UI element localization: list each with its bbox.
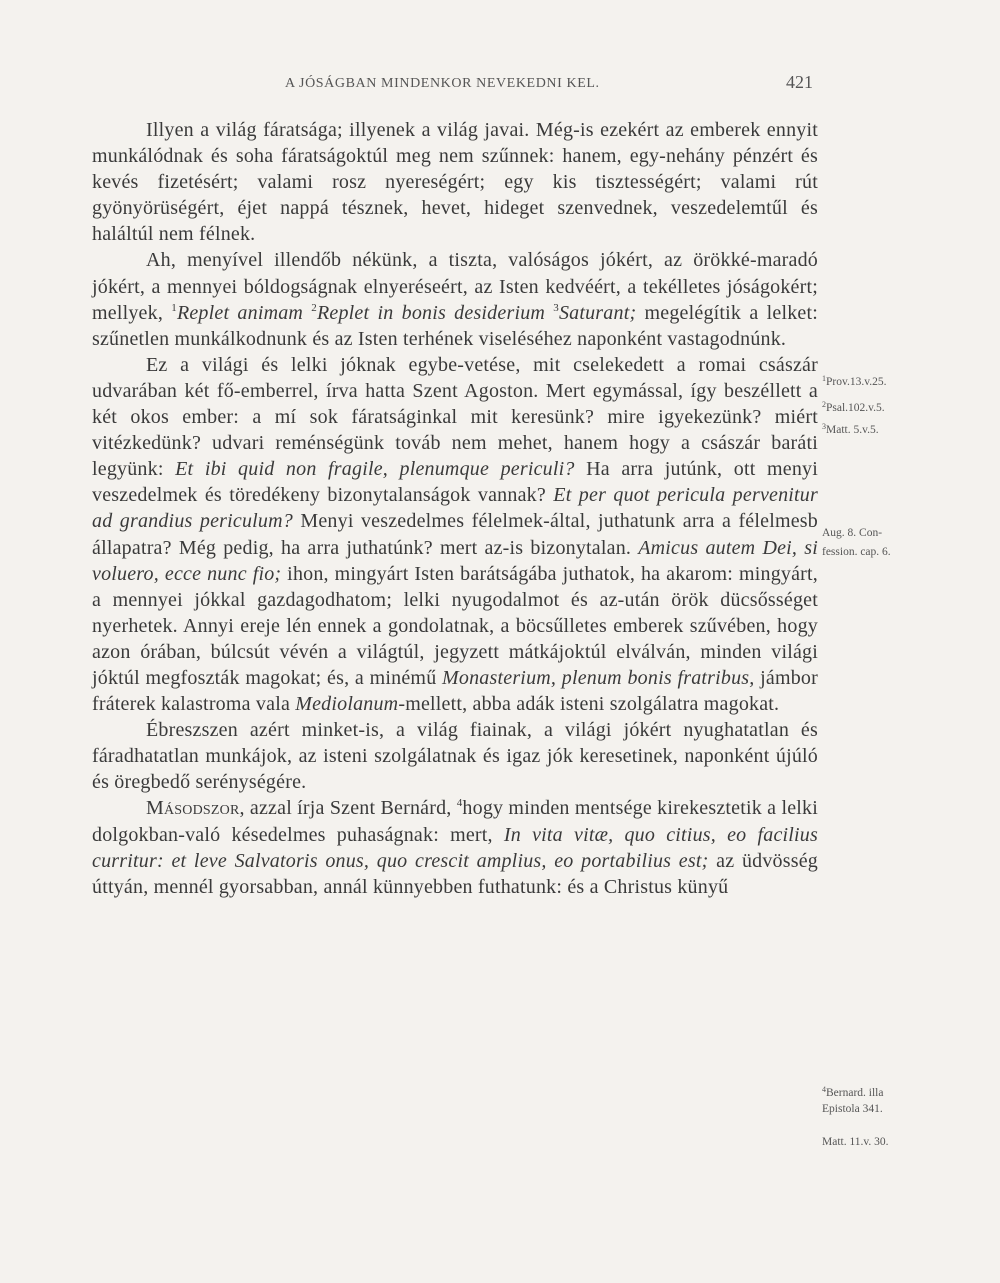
latin-quote: In vita vitæ, quo citius, eo facilius curritur: et leve Salvatoris onus, quo crescit amplius, eo portabilius est; <box>92 823 818 872</box>
note-text: Epistola 341. <box>822 1103 883 1115</box>
paragraph-text: Illyen a világ fáratsága; illyenek a világ javai. Még-is ezekért az emberek ennyit munkálódnak és soha fáratságoktúl meg nem szűnnek: hanem, egy-nehány pénzért és kevés fizetésért; valami rosz nyereségért; egy kis tisztességért; valami rút gyönyörüségért, éjet nappá tésznek, hevet, hideget szenvednek, veszedelemtűl és haláltúl nem félnek. <box>92 119 818 246</box>
text-run: ihon, mingyárt Isten barátságába juthatok, ha akarom: mingyárt, a mennyei jókkal gazdagodhatom; lelki nyugodalmot és az-után örök dücsősséget nyerhetek. Annyi ereje lén ennek a gondolatnak, a böcsűlletes emberek szűvében, hogy azon órában, búlcsút vévén a világtúl, jegyzett mátkájoktúl elválván, minden világi jóktúl megfoszták magokat; és, a minémű <box>92 562 818 689</box>
margin-note <box>822 1103 930 1116</box>
margin-note <box>822 527 930 540</box>
text-run: megelégítik a lelket: szűnetlen munkálkodnunk és az Isten terhének viseléséhez naponként vastagodnúnk. <box>92 301 818 350</box>
paragraph <box>92 717 818 795</box>
note-mark: 2 <box>822 400 826 409</box>
text-run: Ah, menyível illendőb nékünk, a tiszta, valóságos jókért, az örökké-maradó jókért, a mennyei bóldogságnak elnyeréseért, az Isten kedvéért, a tekélletes jóságokért; mellyek, <box>92 249 818 324</box>
margin-note <box>822 420 930 437</box>
text-run: az üdvösség úttyán, mennél gyorsabban, annál künnyebben futhatunk: és a Christus künyű <box>92 849 818 898</box>
footnote-mark: 1 <box>171 301 177 314</box>
paragraph <box>92 247 818 351</box>
latin-quote: Replet in bonis desiderium <box>316 301 546 324</box>
margin-note <box>822 398 930 415</box>
section-lead-word: Másodszor, <box>146 797 245 820</box>
paragraph <box>92 795 818 899</box>
note-mark: 4 <box>822 1085 826 1094</box>
latin-quote: Et per quot pericula pervenitur ad grandius periculum? <box>92 484 818 533</box>
note-text: Psal.102.v.5. <box>826 402 885 414</box>
margin-note <box>822 546 930 559</box>
note-text: Prov.13.v.25. <box>826 376 887 388</box>
note-mark: 1 <box>822 374 826 383</box>
paragraph-text: Ébreszszen azért minket-is, a világ fiainak, a világi jókért nyughatatlan és fáradhatatlan munkájok, az isteni szolgálatnak és igaz jók keresetinek, naponként újúló és öregbedő serénységére. <box>92 719 818 794</box>
text-run: hogy minden mentsége kirekesztetik a lelki dolgokban-való késedelmes puhaságnak: mert, <box>92 797 818 846</box>
latin-quote: Monasterium, plenum bonis fratribus, <box>442 666 755 689</box>
text-run: Menyi veszedelmes félelmek-által, juthatunk arra a félelmesb állapatra? Még pedig, ha arra juthatúnk? mert az-is bizonytalan. <box>92 510 818 559</box>
latin-quote: Et ibi quid non fragile, plenumque periculi? <box>175 458 575 481</box>
latin-quote: Saturant; <box>558 301 637 324</box>
latin-word: Mediolanum <box>295 693 399 716</box>
footnote-mark: 2 <box>311 301 317 314</box>
text-run: -mellett, abba adák isteni szolgálatra magokat. <box>398 693 780 716</box>
note-text: fession. cap. 6. <box>822 546 891 558</box>
text-run: azzal írja Szent Bernárd, <box>244 797 457 820</box>
page-number: 421 <box>786 72 813 92</box>
note-text: Matt. 11.v. 30. <box>822 1136 889 1148</box>
running-title: A JÓSÁGBAN MINDENKOR NEVEKEDNI KEL. <box>285 76 600 91</box>
note-text: Bernard. illa <box>826 1087 884 1099</box>
latin-quote: Amicus autem Dei, si voluero, ecce nunc fio; <box>92 536 818 585</box>
margin-note <box>822 1136 930 1149</box>
paragraph <box>92 117 818 247</box>
note-text: Matt. 5.v.5. <box>826 424 879 436</box>
latin-quote: Replet animam <box>176 301 304 324</box>
note-mark: 3 <box>822 422 826 431</box>
note-text: Aug. 8. Con- <box>822 527 883 539</box>
margin-note <box>822 1083 930 1100</box>
page-header <box>0 72 1000 102</box>
text-run: jámbor fráterek kalastroma vala <box>92 666 818 716</box>
body-text <box>92 117 818 900</box>
footnote-mark: 4 <box>456 797 463 810</box>
text-run: Ha arra jutúnk, ott menyi veszedelmek és töredékeny bizonytalanságok vannak? <box>92 458 819 507</box>
paragraph <box>92 352 818 717</box>
text-run: Ez a világi és lelki jóknak egybe-vetése, mit cselekedett a romai császár udvarában két fő-emberrel, írva hatta Szent Agoston. Mert egymással, így beszéllett a két okos ember: a mí sok fáratságinkal mit keresünk? mire igyekezünk? miért vitézkedünk? udvari reménségünk továb nem mehet, hanem hogy a császár baráti legyünk: <box>92 353 818 481</box>
margin-note <box>822 372 930 389</box>
footnote-mark: 3 <box>553 301 559 314</box>
